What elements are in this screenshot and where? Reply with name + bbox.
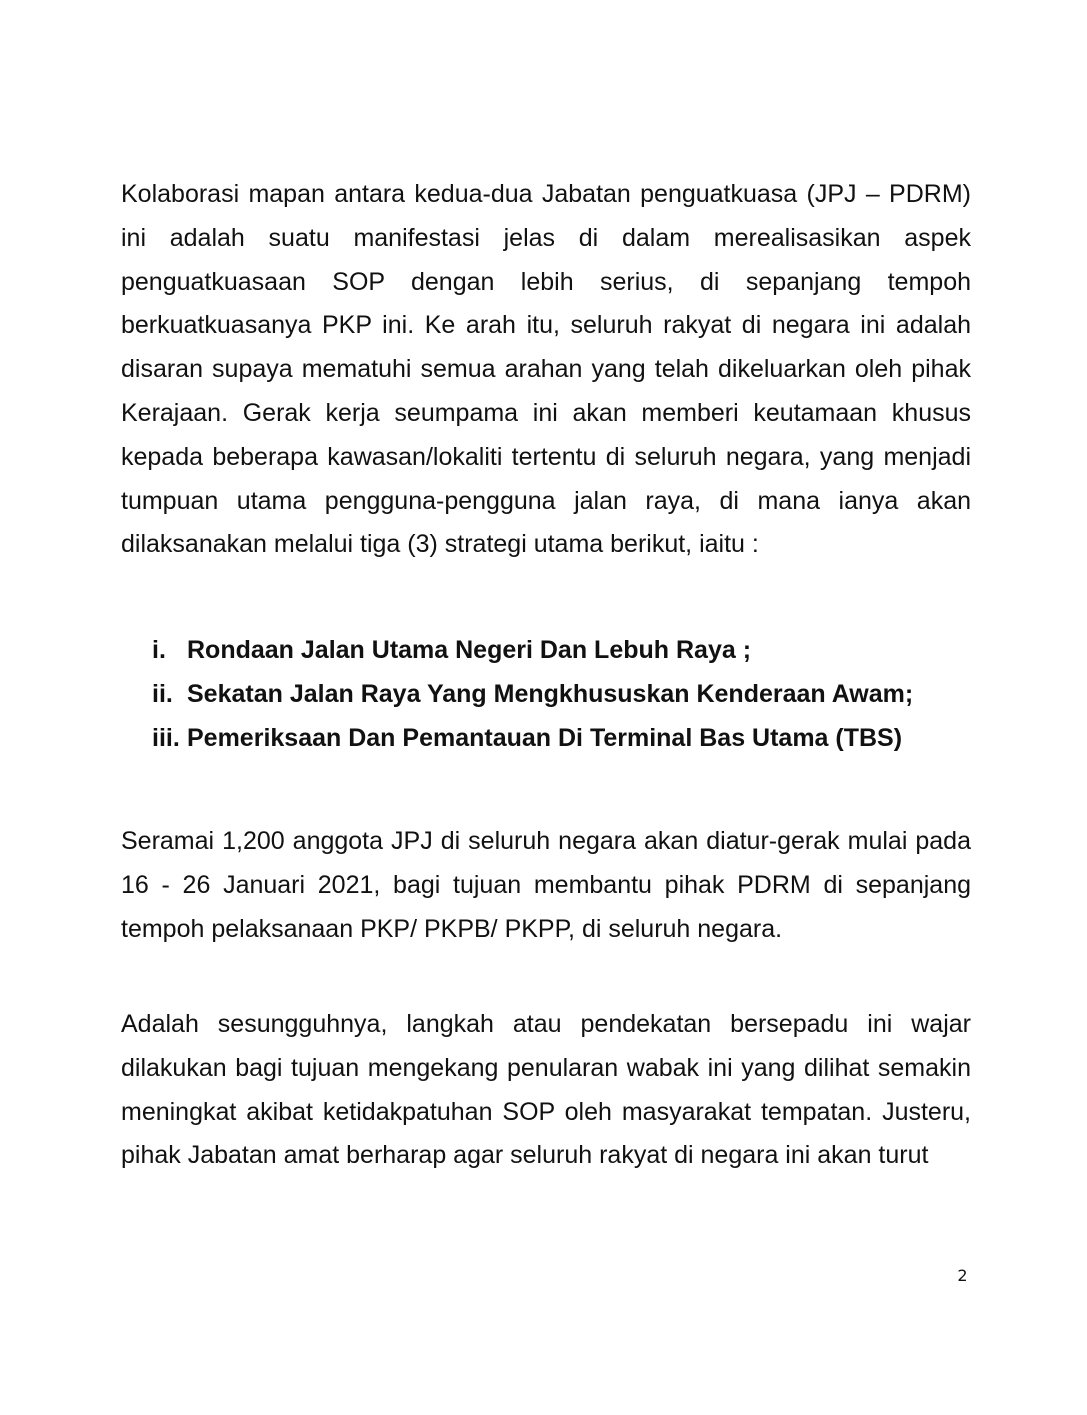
intro-paragraph: Kolaborasi mapan antara kedua-dua Jabatan penguatkuasa (JPJ – PDRM) ini adalah suatu manifestasi jelas di dalam merealisasikan aspek penguatkuasaan SOP dengan lebih serius, di sepanjang tempoh berkuatkuasanya PKP ini. Ke arah itu, seluruh rakyat di negara ini adalah disaran supaya mematuhi semua arahan yang telah dikeluarkan oleh pihak Kerajaan. Gerak kerja seumpama ini akan memberi keutamaan khusus kepada beberapa kawasan/lokaliti tertentu di seluruh negara, yang menjadi tumpuan utama pengguna-pengguna jalan raya, di mana ianya akan dilaksanakan melalui tiga (3) strategi utama berikut, iaitu : [121,180,971,559]
list-item [152,628,913,672]
deployment-paragraph: Seramai 1,200 anggota JPJ di seluruh negara akan diatur-gerak mulai pada 16 - 26 Januari 2021, bagi tujuan membantu pihak PDRM di sepanjang tempoh pelaksanaan PKP/ PKPB/ PKPP, di seluruh negara. [121,827,971,943]
list-item-text: Rondaan Jalan Utama Negeri Dan Lebuh Raya ; [187,636,752,664]
list-item [152,672,913,716]
closing-paragraph: Adalah sesungguhnya, langkah atau pendekatan bersepadu ini wajar dilakukan bagi tujuan mengekang penularan wabak ini yang dilihat semakin meningkat akibat ketidakpatuhan SOP oleh masyarakat tempatan. Justeru, pihak Jabatan amat berharap agar seluruh rakyat di negara ini akan turut [121,1010,971,1170]
page-number: 2 [957,1266,968,1285]
list-item [152,716,913,760]
list-item-number: ii. [152,680,173,708]
strategy-list [152,628,913,760]
list-item-number: iii. [152,724,180,752]
list-item-text: Pemeriksaan Dan Pemantauan Di Terminal Bas Utama (TBS) [187,724,903,752]
list-item-number: i. [152,636,166,664]
list-item-text: Sekatan Jalan Raya Yang Mengkhususkan Kenderaan Awam; [187,680,914,708]
